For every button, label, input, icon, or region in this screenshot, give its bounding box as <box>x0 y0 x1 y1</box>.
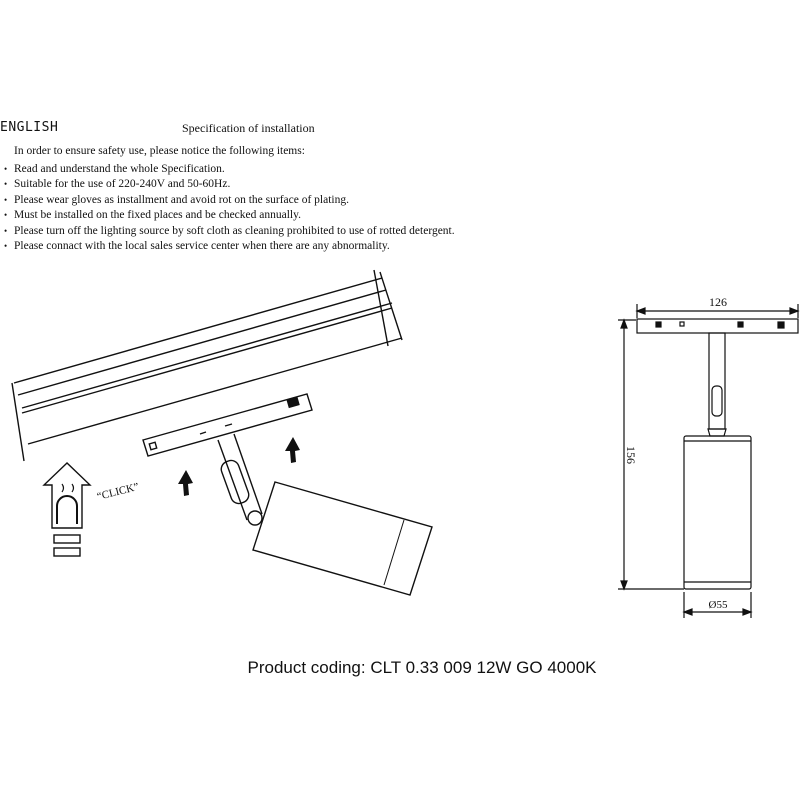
click-label: “CLICK” <box>95 480 141 503</box>
lamp-stem <box>218 434 262 525</box>
safety-item: • Suitable for the use of 220-240V and 50-60Hz. <box>4 177 455 192</box>
product-coding: Product coding: CLT 0.33 009 12W GO 4000K <box>247 658 597 677</box>
magnet-icon <box>44 463 90 556</box>
safety-intro: In order to ensure safety use, please notice the following items: <box>14 145 305 157</box>
spec-title: Specification of installation <box>182 121 315 135</box>
dimension-drawing <box>600 290 800 620</box>
lamp-body-front <box>684 436 751 589</box>
stem-front <box>708 333 726 436</box>
installation-diagram <box>0 260 460 620</box>
language-label: ENGLISH <box>0 120 59 135</box>
height-label: 156 <box>624 446 638 464</box>
track-rail <box>12 270 402 461</box>
adapter-front <box>637 319 798 333</box>
safety-item: • Must be installed on the fixed places and be checked annually. <box>4 208 455 223</box>
lamp-body <box>253 482 432 595</box>
diameter-label: Ø55 <box>708 599 728 611</box>
safety-item: • Please wear gloves as installment and avoid rot on the surface of plating. <box>4 193 455 208</box>
safety-item: • Please connact with the local sales service center when there are any abnormality. <box>4 239 455 254</box>
width-label: 126 <box>709 295 727 309</box>
safety-item: • Read and understand the whole Specification. <box>4 162 455 177</box>
safety-item: • Please turn off the lighting source by soft cloth as cleaning prohibited to use of rotted detergent. <box>4 224 455 239</box>
track-adapter <box>143 394 312 456</box>
safety-list <box>4 162 455 254</box>
